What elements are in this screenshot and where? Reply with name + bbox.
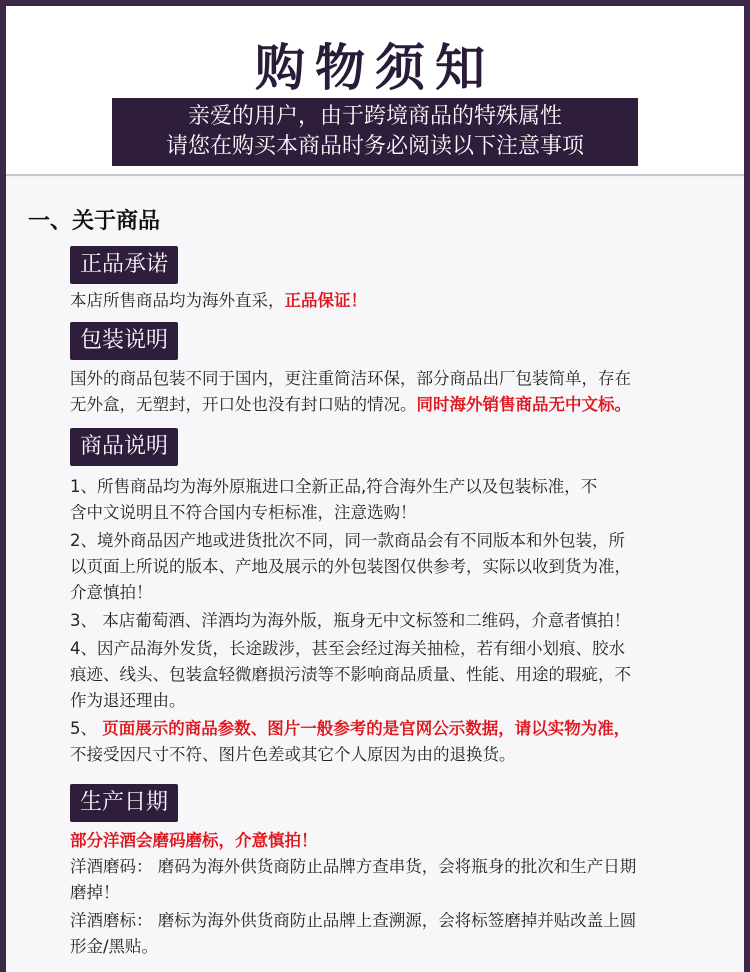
product-tag: 商品说明	[70, 428, 178, 466]
product-p5-line-2: 不接受因尺寸不符、图片色差或其它个人原因为由的退换货。	[70, 745, 516, 764]
production-date-warning: 部分洋酒会磨码磨标，介意慎拍！	[70, 831, 318, 850]
product-p4-line-3: 作为退还理由。	[70, 691, 186, 710]
genuine-text-normal: 本店所售商品均为海外直采，	[70, 291, 285, 310]
content	[6, 178, 744, 972]
product-p2-line-3: 介意慎拍！	[70, 583, 153, 602]
genuine-text	[70, 290, 367, 312]
notice-line-1: 亲爱的用户，由于跨境商品的特殊属性	[187, 104, 562, 129]
product-p4-line-2: 痕迹、线头、包装盒轻微磨损污渍等不影响商品质量、性能、用途的瑕疵，不	[70, 665, 631, 684]
genuine-highlight: 正品保证！	[284, 291, 367, 310]
wine-code-line-1: 洋酒磨码： 磨码为海外供货商防止品牌方查串货，会将瓶身的批次和生产日期	[70, 857, 637, 876]
notice-line-2: 请您在购买本商品时务必阅读以下注意事项	[165, 134, 584, 159]
genuine-tag: 正品承诺	[70, 246, 178, 284]
packaging-line-2-normal: 无外盒，无塑封，开口处也没有封口贴的情况。	[70, 395, 417, 414]
product-p5-highlight: 页面展示的商品参数、图片一般参考的是官网公示数据，请以实物为准，	[102, 719, 631, 738]
packaging-line-1: 国外的商品包装不同于国内，更注重简洁环保，部分商品出厂包装简单，存在	[70, 369, 631, 388]
product-p1-line-2: 含中文说明且不符合国内专柜标准，注意选购！	[70, 503, 417, 522]
product-p2-line-2: 以页面上所说的版本、产地及展示的外包装图仅供参考，实际以收到货为准，	[70, 557, 631, 576]
product-p5-line-1	[70, 718, 630, 740]
notice-banner	[112, 98, 638, 166]
packaging-line-2	[70, 394, 631, 416]
product-p5-prefix: 5、	[70, 719, 103, 738]
product-p3-line-1: 3、 本店葡萄酒、洋酒均为海外版，瓶身无中文标签和二维码，介意者慎拍！	[70, 611, 631, 630]
packaging-tag: 包装说明	[70, 322, 178, 360]
wine-label-line-1: 洋酒磨标： 磨标为海外供货商防止品牌上查溯源，会将标签磨掉并贴改盖上圆	[70, 911, 637, 930]
product-p2-line-1: 2、境外商品因产地或进货批次不同，同一款商品会有不同版本和外包装，所	[70, 531, 625, 550]
production-date-tag: 生产日期	[70, 784, 178, 822]
section-heading: 一、关于商品	[28, 209, 161, 234]
page-title: 购物须知	[255, 39, 495, 97]
header	[6, 6, 744, 176]
packaging-highlight: 同时海外销售商品无中文标。	[416, 395, 631, 414]
product-p1-line-1: 1、所售商品均为海外原瓶进口全新正品,符合海外生产以及包装标准，不	[70, 477, 598, 496]
product-p4-line-1: 4、因产品海外发货，长途跋涉，甚至会经过海关抽检，若有细小划痕、胶水	[70, 639, 625, 658]
wine-label-line-2: 形金/黑贴。	[70, 937, 159, 956]
wine-code-line-2: 磨掉！	[70, 883, 120, 902]
